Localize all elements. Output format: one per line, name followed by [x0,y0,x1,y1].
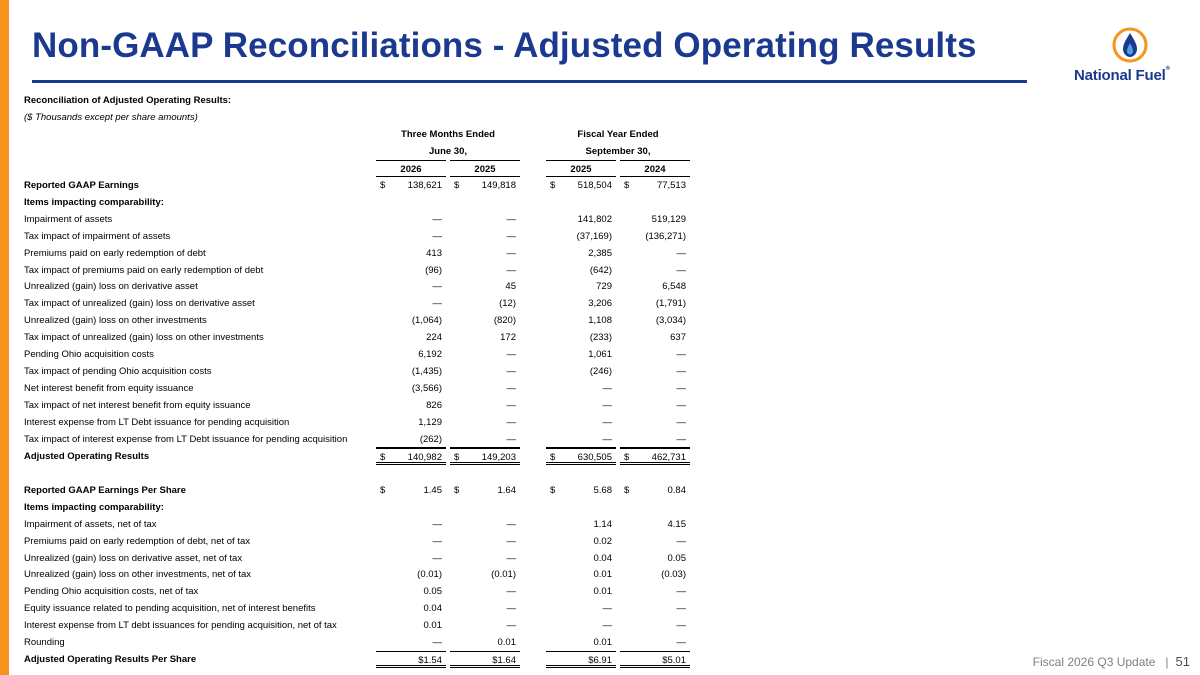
value-cell [376,397,446,414]
value-cell [620,431,690,448]
value-text: — [506,552,516,564]
row-label: Pending Ohio acquisition costs [24,349,154,361]
value-text: $1.54 [418,655,442,667]
value-text: (3,566) [411,383,442,395]
footer [1033,654,1190,669]
value-cell [450,516,520,533]
value-text: — [676,264,686,276]
value-cell [620,194,690,211]
value-text: 140,982 [407,451,442,463]
row-label: Tax impact of premiums paid on early redemption of debt [24,264,264,276]
value-text: 462,731 [651,451,686,463]
value-cell [620,245,690,262]
value-text: — [676,637,686,649]
value-cell [450,211,520,228]
value-text: — [676,416,686,428]
value-text: $1.64 [492,655,516,667]
value-cell [376,499,446,516]
row-label: Equity issuance related to pending acquisition, net of interest benefits [24,603,316,615]
currency-symbol: $ [380,179,386,191]
value-cell [546,329,616,346]
value-text: 0.04 [593,552,612,564]
value-cell [450,245,520,262]
value-cell [450,651,520,668]
value-cell [546,262,616,279]
value-cell [546,363,616,380]
row-label: Interest expense from LT debt issuances for pending acquisition, net of tax [24,620,337,632]
period-subheader-september: September 30, [585,145,651,157]
reconciliation-report [24,92,696,668]
value-cell [620,566,690,583]
row-label: Premiums paid on early redemption of debt [24,247,206,259]
value-cell [450,194,520,211]
value-text: 637 [670,332,686,344]
value-text: (96) [425,264,442,276]
period-subheader-june: June 30, [428,145,468,157]
value-cell [546,414,616,431]
value-cell [376,278,446,295]
value-text: — [506,213,516,225]
value-text: — [676,349,686,361]
value-text: 630,505 [577,451,612,463]
value-cell [546,533,616,550]
value-cell [450,499,520,516]
flame-drop-icon [1111,26,1149,64]
currency-symbol: $ [454,484,460,496]
value-text: 3,206 [588,298,612,310]
value-text: 0.02 [593,535,612,547]
value-cell [620,262,690,279]
row-label: Adjusted Operating Results Per Share [24,654,197,666]
value-text: 149,203 [481,451,516,463]
value-text: 224 [426,332,442,344]
value-text: 6,192 [418,349,442,361]
value-text: 6,548 [662,281,686,293]
value-text: — [602,383,612,395]
value-cell [376,600,446,617]
value-cell [450,634,520,651]
row-label: Items impacting comparability: [24,196,164,208]
value-text: (0.01) [491,569,516,581]
value-cell [546,482,616,499]
value-text: — [506,535,516,547]
row-label: Unrealized (gain) loss on other investments, net of tax [24,569,252,581]
value-text: — [506,416,516,428]
value-text: — [506,230,516,242]
value-text: — [506,603,516,615]
value-text: 0.01 [593,637,612,649]
value-cell [376,228,446,245]
value-text: 138,621 [407,179,442,191]
footer-text: Fiscal 2026 Q3 Update [1032,655,1156,669]
value-cell [376,346,446,363]
value-cell [376,312,446,329]
value-cell [376,262,446,279]
value-cell [450,380,520,397]
value-cell [620,617,690,634]
value-text: 826 [426,400,442,411]
value-text: 1,129 [418,416,442,428]
value-cell [546,245,616,262]
section-spacer [24,465,696,482]
value-cell [450,600,520,617]
value-cell [620,448,690,465]
value-text: 519,129 [651,213,686,225]
value-cell [620,651,690,668]
currency-symbol: $ [624,451,630,463]
value-cell [620,228,690,245]
currency-symbol: $ [624,484,630,496]
value-cell [450,482,520,499]
row-label: Adjusted Operating Results [24,450,150,462]
value-text: 413 [426,247,442,259]
accent-bar [0,0,9,675]
value-cell [620,363,690,380]
value-text: 1.45 [423,484,442,496]
value-cell [376,295,446,312]
value-text: (136,271) [645,230,686,242]
value-text: (3,034) [655,315,686,327]
value-cell [376,363,446,380]
value-cell [450,346,520,363]
value-cell [620,380,690,397]
per-share-reconciliation-table [24,482,696,668]
value-cell [546,228,616,245]
value-text: — [602,603,612,615]
value-cell [620,533,690,550]
value-cell [620,312,690,329]
value-text: — [676,366,686,378]
value-text: — [432,518,442,530]
value-cell [376,194,446,211]
value-text: 1,061 [588,349,612,361]
value-cell [546,651,616,668]
value-cell [450,414,520,431]
value-cell [620,414,690,431]
value-text: 0.84 [667,484,686,496]
value-text: (246) [589,366,612,378]
value-cell [450,329,520,346]
value-cell [376,533,446,550]
value-text: — [602,620,612,632]
value-text: — [432,552,442,564]
row-label: Interest expense from LT Debt issuance for pending acquisition [24,416,290,428]
value-cell [376,583,446,600]
value-cell [546,583,616,600]
value-cell [546,448,616,465]
title-divider [32,80,1027,83]
value-text: — [506,586,516,598]
value-text: — [506,433,516,445]
value-text: (1,791) [655,298,686,310]
currency-symbol: $ [550,179,556,191]
value-text: — [602,416,612,428]
value-cell [546,634,616,651]
value-text: — [432,298,442,310]
value-text: — [506,349,516,361]
value-cell [450,397,520,414]
value-text: 172 [500,332,516,344]
value-cell [376,482,446,499]
value-cell [450,177,520,194]
value-cell [620,211,690,228]
value-text: — [676,535,686,547]
value-text: — [432,281,442,293]
row-label: Unrealized (gain) loss on derivative asset [24,281,198,293]
value-text: (12) [499,298,516,310]
currency-symbol: $ [624,179,630,191]
value-cell [620,482,690,499]
value-cell [620,329,690,346]
value-cell [546,499,616,516]
value-text: — [676,383,686,395]
earnings-reconciliation-table [24,177,696,465]
value-cell [450,583,520,600]
value-text: (233) [589,332,612,344]
currency-symbol: $ [380,451,386,463]
currency-symbol: $ [454,179,460,191]
period-header-three-months: Three Months Ended [401,129,495,140]
value-cell [376,566,446,583]
value-text: 0.01 [423,620,442,632]
value-cell [620,600,690,617]
value-text: — [676,433,686,445]
value-cell [450,228,520,245]
value-cell [620,278,690,295]
value-cell [620,177,690,194]
value-cell [450,363,520,380]
value-text: 518,504 [577,179,612,191]
value-text: — [432,535,442,547]
value-cell [376,634,446,651]
value-text: 141,802 [577,213,612,225]
company-logo [1074,26,1190,86]
value-text: (820) [493,315,516,327]
report-subheading: ($ Thousands except per share amounts) [24,112,198,123]
value-cell [450,617,520,634]
year-header: 2024 [620,160,690,177]
row-label: Impairment of assets [24,213,113,225]
value-text: — [506,264,516,276]
row-label: Tax impact of pending Ohio acquisition costs [24,366,212,378]
value-cell [376,448,446,465]
value-text: 45 [505,281,516,293]
value-text: — [506,366,516,378]
value-text: 1.14 [593,518,612,530]
page-number: 51 [1175,654,1190,669]
value-text: 0.01 [593,586,612,598]
row-label: Reported GAAP Earnings [24,179,139,191]
value-cell [450,262,520,279]
value-cell [376,211,446,228]
year-header: 2025 [546,160,616,177]
value-cell [546,211,616,228]
value-text: 0.05 [667,552,686,564]
value-text: (262) [419,433,442,445]
value-text: 5.68 [593,484,612,496]
value-text: — [506,400,516,411]
value-cell [450,566,520,583]
row-label: Items impacting comparability: [24,501,164,513]
value-cell [620,583,690,600]
value-text: 0.01 [593,569,612,581]
value-text: 729 [596,281,612,293]
value-cell [620,634,690,651]
value-cell [546,194,616,211]
row-label: Tax impact of net interest benefit from equity issuance [24,400,251,411]
value-text: (1,435) [411,366,442,378]
row-label: Tax impact of interest expense from LT Debt issuance for pending acquisition [24,433,348,445]
value-cell [376,431,446,448]
value-cell [546,431,616,448]
value-text: — [676,603,686,615]
row-label: Unrealized (gain) loss on other investments [24,315,207,327]
row-label: Rounding [24,637,65,649]
value-text: — [432,213,442,225]
value-cell [546,566,616,583]
value-cell [376,617,446,634]
value-cell [376,414,446,431]
value-cell [376,516,446,533]
value-cell [450,312,520,329]
page-title: Non-GAAP Reconciliations - Adjusted Operating Results [32,26,977,65]
value-cell [620,516,690,533]
value-text: — [676,400,686,411]
value-cell [450,448,520,465]
year-header: 2025 [450,160,520,177]
currency-symbol: $ [550,484,556,496]
value-text: 0.04 [423,603,442,615]
value-cell [450,431,520,448]
row-label: Tax impact of unrealized (gain) loss on other investments [24,332,264,344]
currency-symbol: $ [454,451,460,463]
value-cell [620,397,690,414]
value-text: — [506,620,516,632]
column-headers [24,126,696,177]
value-text: — [432,637,442,649]
currency-symbol: $ [550,451,556,463]
value-text: — [602,400,612,411]
value-cell [620,499,690,516]
row-label: Unrealized (gain) loss on derivative asset, net of tax [24,552,243,564]
value-text: (0.03) [661,569,686,581]
value-cell [450,278,520,295]
row-label: Reported GAAP Earnings Per Share [24,484,186,496]
value-text: 4.15 [667,518,686,530]
value-cell [620,550,690,567]
value-cell [376,380,446,397]
value-cell [546,312,616,329]
value-cell [546,397,616,414]
value-text: $5.01 [662,655,686,667]
value-text: 0.05 [423,586,442,598]
value-text: — [506,247,516,259]
report-heading: Reconciliation of Adjusted Operating Results: [24,95,232,106]
value-text: (642) [589,264,612,276]
currency-symbol: $ [380,484,386,496]
period-header-fiscal-year: Fiscal Year Ended [577,129,659,140]
value-text: — [506,383,516,395]
value-cell [546,177,616,194]
value-text: — [676,586,686,598]
value-text: 1.64 [497,484,516,496]
value-cell [546,380,616,397]
footer-separator: | [1165,655,1169,669]
value-text: (1,064) [411,315,442,327]
value-text: 2,385 [588,247,612,259]
value-cell [546,617,616,634]
value-text: — [432,230,442,242]
row-label: Impairment of assets, net of tax [24,518,157,530]
value-text: (37,169) [576,230,612,242]
value-cell [450,295,520,312]
value-cell [376,245,446,262]
value-cell [546,295,616,312]
row-label: Tax impact of unrealized (gain) loss on derivative asset [24,298,255,310]
value-cell [620,295,690,312]
row-label: Tax impact of impairment of assets [24,230,171,242]
value-text: — [602,433,612,445]
value-text: (0.01) [417,569,442,581]
value-cell [620,346,690,363]
value-cell [450,550,520,567]
value-cell [376,651,446,668]
value-cell [546,600,616,617]
value-cell [546,516,616,533]
row-label: Net interest benefit from equity issuance [24,383,194,395]
value-text: — [676,247,686,259]
row-label: Pending Ohio acquisition costs, net of tax [24,586,199,598]
value-text: 77,513 [656,179,686,191]
value-text: 0.01 [497,637,516,649]
value-text: $6.91 [588,655,612,667]
value-text: 149,818 [481,179,516,191]
value-cell [546,346,616,363]
value-text: — [506,518,516,530]
value-text: 1,108 [588,315,612,327]
value-cell [376,177,446,194]
value-text: — [676,620,686,632]
year-header: 2026 [376,160,446,177]
row-label: Premiums paid on early redemption of debt, net of tax [24,535,251,547]
value-cell [546,550,616,567]
value-cell [546,278,616,295]
value-cell [450,533,520,550]
value-cell [376,329,446,346]
logo-wordmark: National Fuel® [1074,66,1170,84]
value-cell [376,550,446,567]
